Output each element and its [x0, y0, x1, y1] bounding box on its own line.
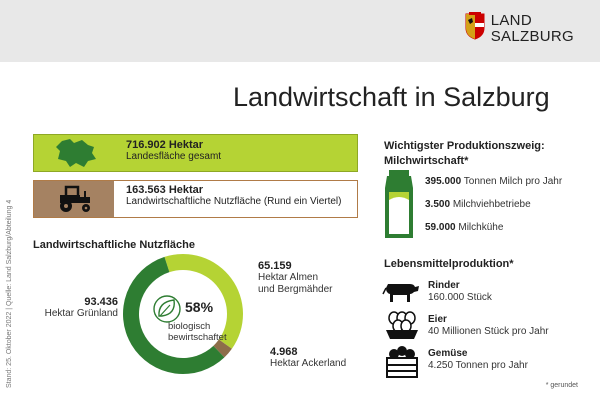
food-item-rinder-value: 160.000 Stück [428, 292, 492, 303]
milk-title-line1: Wichtigster Produktionszweig: [384, 140, 545, 152]
food-item-gemuese-name: Gemüse [428, 348, 468, 359]
milk-row-3 [425, 222, 503, 233]
segment-almen-label [258, 260, 333, 296]
milk-row-3-value: 59.000 [425, 222, 456, 233]
organic-share-label [185, 301, 213, 313]
food-item-rinder-name: Rinder [428, 280, 460, 291]
donut-group [123, 254, 243, 374]
segment-gruenland-label [34, 296, 118, 320]
organic-share-percent: 58% [185, 299, 214, 315]
milk-carton-icon [383, 170, 415, 245]
page-title: Landwirtschaft in Salzburg [233, 82, 550, 112]
cow-icon [382, 278, 420, 309]
logo-line-2: SALZBURG [490, 27, 574, 45]
food-item-eier-value: 40 Millionen Stück pro Jahr [428, 326, 549, 337]
total-area-label: Landesfläche gesamt [126, 151, 222, 162]
logo-line-1: LAND [490, 11, 532, 29]
organic-share-caption [168, 321, 227, 343]
food-item-gemuese [428, 348, 528, 372]
segment-almen-text1: Hektar Almen [258, 272, 319, 283]
vegetable-crate-icon [384, 345, 420, 384]
milk-title [384, 139, 545, 169]
milk-row-3-text: Milchkühe [458, 222, 504, 233]
segment-ackerland-label [270, 346, 346, 370]
milk-row-2 [425, 199, 531, 210]
food-item-rinder [428, 280, 492, 304]
organic-share-caption-line2: bewirtschaftet [168, 332, 227, 343]
milk-row-1-text: Tonnen Milch pro Jahr [463, 176, 563, 187]
milk-row-1-value: 395.000 [425, 176, 462, 187]
agricultural-area-label: Landwirtschaftliche Nutzfläche (Rund ein Viertel) [126, 196, 342, 207]
food-item-eier [428, 314, 549, 338]
milk-row-2-value: 3.500 [425, 199, 451, 210]
total-area-value: 716.902 Hektar [126, 139, 204, 151]
food-item-eier-name: Eier [428, 314, 447, 325]
milk-row-1 [425, 176, 562, 187]
milk-row-2-text: Milchviehbetriebe [452, 199, 531, 210]
milk-title-line2: Milchwirtschaft* [384, 155, 469, 167]
segment-almen-text2: und Bergmähder [258, 284, 333, 295]
agricultural-area-value: 163.563 Hektar [126, 184, 204, 196]
usage-title: Landwirtschaftliche Nutzfläche [33, 239, 195, 251]
organic-share-caption-line1: biologisch [168, 321, 211, 332]
segment-almen-value: 65.159 [258, 260, 292, 272]
segment-ackerland-value: 4.968 [270, 346, 298, 358]
source-note: Stand: 25. Oktober 2022 | Quelle: Land Salzburg/Abteilung 4 [6, 199, 13, 388]
segment-gruenland-value: 93.436 [84, 296, 118, 308]
segment-ackerland-text: Hektar Ackerland [270, 358, 347, 369]
food-title: Lebensmittelproduktion* [384, 258, 514, 270]
segment-gruenland-text: Hektar Grünland [44, 308, 118, 319]
footnote: * gerundet [545, 382, 578, 389]
leaf-icon [154, 296, 180, 322]
eggs-icon [384, 310, 420, 345]
food-item-gemuese-value: 4.250 Tonnen pro Jahr [428, 360, 528, 371]
